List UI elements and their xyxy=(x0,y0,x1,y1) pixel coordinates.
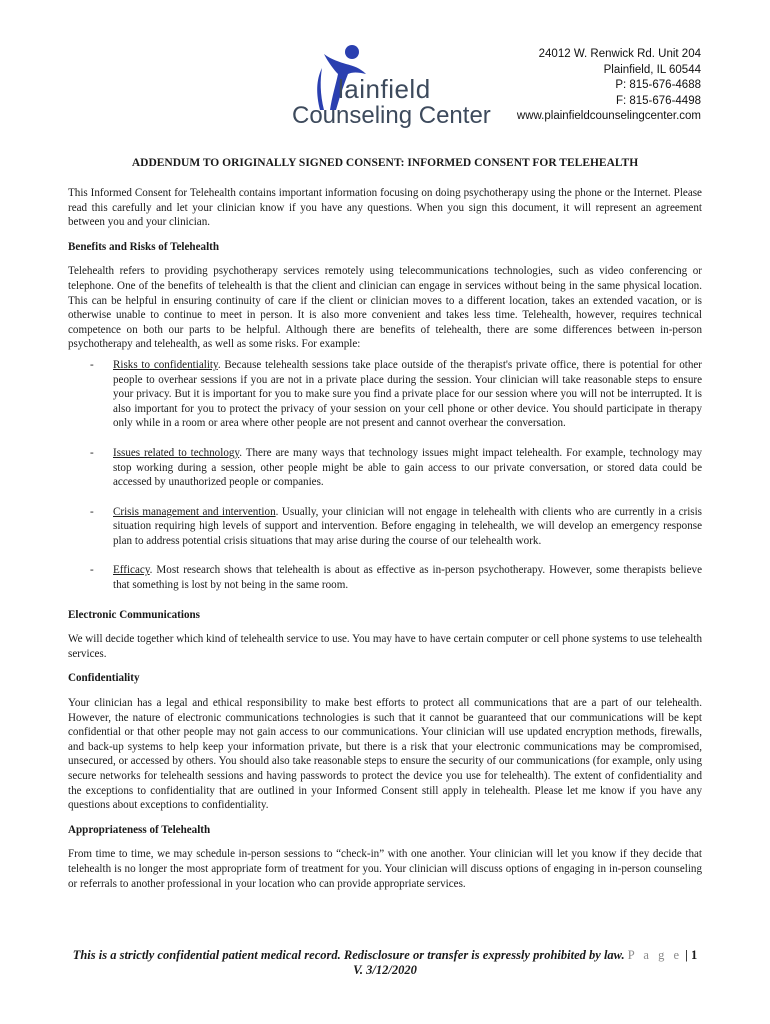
bullet-term: Risks to confidentiality xyxy=(113,358,218,371)
confidentiality-heading: Confidentiality xyxy=(68,672,140,685)
footer-line xyxy=(0,948,770,963)
confidentiality-paragraph: Your clinician has a legal and ethical responsibility to make best efforts to protect all communications that are a part of our telehealth. However, the nature of electronic communications technologies is such that it cannot be guaranteed that our communications will be kept confidential or that other people may not gain access to our communications. Your clinician will use updated encryption methods, firewalls, and back-up systems to help keep your information private, but there is a risk that your electronic communications may be compromised, unsecured, or accessed by others. You should also take reasonable steps to ensure the security of our communications (for example, only using secure networks for telehealth sessions and having passwords to protect the device you use for telehealth). The extent of confidentiality and the exceptions to confidentiality that are outlined in your Informed Consent still apply in telehealth. Please let me know if you have any questions about exceptions to confidentiality. xyxy=(68,697,702,812)
list-item xyxy=(68,446,702,490)
address-street: 24012 W. Renwick Rd. Unit 204 xyxy=(538,48,701,60)
bullet-text: . Because telehealth sessions take place outside of the therapist's private office, there is potential for other people to overhear sessions if you are not in a private place during the session. Your clinician will take reasonable steps to ensure your privacy. But it is important for you to make sure you find a private place for our session where you will not be interrupted. It is also important for you to protect the privacy of your session on your cell phone or other device. You should participate in therapy only while in a room or area where other people are not present and cannot overhear the conversation. xyxy=(113,358,702,430)
bullet-dash: - xyxy=(90,446,94,459)
list-item xyxy=(68,505,702,549)
page-number: 1 xyxy=(691,948,698,962)
list-item xyxy=(68,358,702,431)
bullet-dash: - xyxy=(90,358,94,371)
bullet-term: Issues related to technology xyxy=(113,446,240,459)
logo-text-bottom: Counseling Center xyxy=(292,102,491,129)
bullet-term: Efficacy xyxy=(113,564,150,577)
bullet-dash: - xyxy=(90,564,94,577)
address-city: Plainfield, IL 60544 xyxy=(603,63,701,76)
benefits-paragraph: Telehealth refers to providing psychotherapy services remotely using telecommunications technologies, such as video conferencing or telephone. One of the benefits of telehealth is that the client and clinician can engage in services without being in the same physical location. This can be helpful in ensuring continuity of care if the client or clinician moves to a different location, takes an extended vacation, or is otherwise unable to continue to meet in person. It is also more convenient and takes less time. Telehealth, however, requires technical competence on both our parts to be helpful. Although there are benefits of telehealth, there are some differences between in-person psychotherapy and telehealth, as well as some risks. For example: xyxy=(68,265,702,351)
bullet-term: Crisis management and intervention xyxy=(113,505,276,518)
intro-paragraph: This Informed Consent for Telehealth contains important information focusing on doing psychotherapy using the phone or the Internet. Please read this carefully and let your clinician know if you have any questions. When you sign this document, it will represent an agreement between you and your clinician. xyxy=(68,187,702,229)
page-separator: | xyxy=(685,948,688,962)
page-label: P a g e xyxy=(627,948,683,962)
confidential-notice: This is a strictly confidential patient medical record. Redisclosure or transfer is expressly prohibited by law. xyxy=(72,948,625,962)
bullet-text: . Most research shows that telehealth is about as effective as in-person psychotherapy. However, some therapists believe that something is lost by not being in the same room. xyxy=(113,564,702,592)
list-item xyxy=(68,563,702,592)
logo-text-top: lainfield xyxy=(338,74,431,104)
benefits-heading: Benefits and Risks of Telehealth xyxy=(68,240,220,253)
bullet-text: . There are many ways that technology issues might impact telehealth. For example, technology may stop working during a session, other people might be able to gain access to our private conversation, or stored data could be accessed by unauthorized people or companies. xyxy=(113,446,702,489)
document-body xyxy=(68,186,702,901)
address-fax: F: 815-676-4498 xyxy=(615,94,701,107)
address-block xyxy=(517,47,701,125)
electronic-paragraph: We will decide together which kind of telehealth service to use. You may have to have certain computer or cell phone systems to use telehealth services. xyxy=(68,633,702,660)
address-phone: P: 815-676-4688 xyxy=(615,79,701,91)
appropriateness-paragraph: From time to time, we may schedule in-person sessions to “check-in” with one another. Your clinician will let you know if they decide that telehealth is no longer the most appropriate form of treatment for you. Your clinician will discuss options of engaging in in-person counseling or referrals to another professional in your location who can provide appropriate services. xyxy=(68,848,702,890)
logo xyxy=(292,40,492,130)
document-title: ADDENDUM TO ORIGINALLY SIGNED CONSENT: INFORMED CONSENT FOR TELEHEALTH xyxy=(131,157,639,169)
version-label: V. 3/12/2020 xyxy=(353,963,417,977)
appropriateness-heading: Appropriateness of Telehealth xyxy=(68,823,211,836)
electronic-heading: Electronic Communications xyxy=(68,608,200,621)
bullet-dash: - xyxy=(90,505,94,518)
risks-list xyxy=(68,358,702,593)
address-website[interactable]: www.plainfieldcounselingcenter.com xyxy=(516,110,701,122)
bullet-text: . Usually, your clinician will not engage in telehealth with clients who are currently in a crisis situation requiring high levels of support and intervention. Before engaging in telehealth, we will develop an emergency response plan to address potential crisis situations that may arise during the course of our telehealth work. xyxy=(113,505,702,547)
page-footer xyxy=(0,948,770,978)
